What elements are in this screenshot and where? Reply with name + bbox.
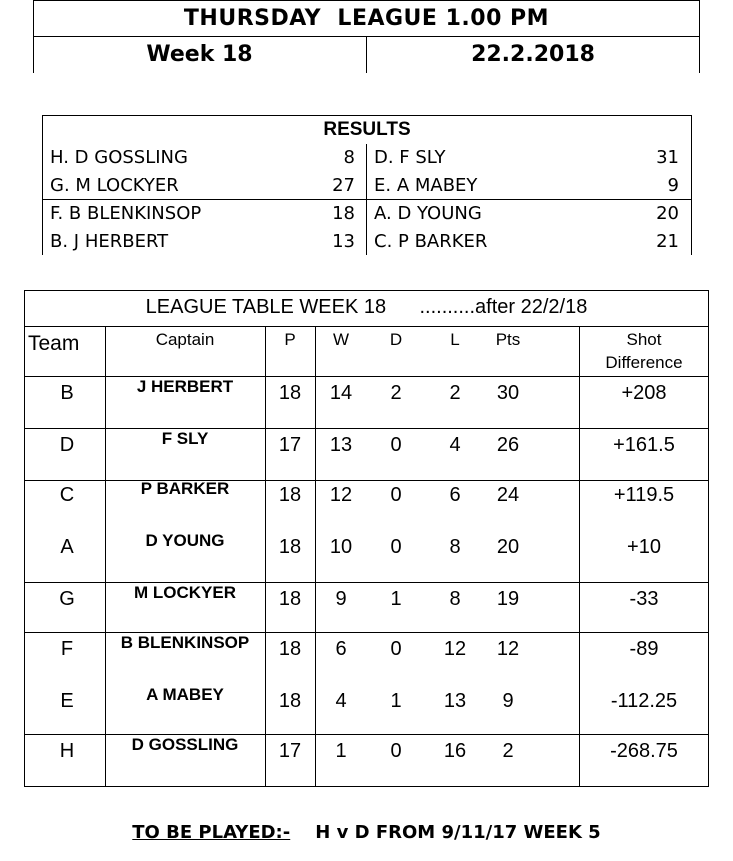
table-cell-captain: J HERBERT — [136, 377, 234, 396]
table-cell-l: 8 — [449, 588, 461, 610]
table-cell-w: 13 — [329, 434, 353, 456]
result-away-score: 31 — [656, 147, 679, 168]
table-cell-l: 16 — [443, 740, 467, 762]
table-cell-captain: P BARKER — [140, 479, 230, 498]
table-cell-d: 0 — [390, 434, 402, 456]
header-shot-line2: Difference — [605, 353, 683, 372]
table-cell-w: 9 — [335, 588, 347, 610]
result-home-team: F. B BLENKINSOP — [50, 203, 202, 224]
table-cell-shot: -33 — [629, 588, 659, 610]
table-cell-shot: +161.5 — [613, 434, 675, 456]
table-cell-pts: 9 — [502, 690, 514, 712]
results-box — [42, 115, 692, 255]
header-box — [33, 0, 700, 73]
result-away-score: 20 — [656, 203, 679, 224]
table-cell-pts: 24 — [496, 484, 520, 506]
header-shot-line1: Shot — [626, 330, 662, 349]
header-top-border — [33, 0, 700, 1]
table-cell-shot: +208 — [621, 382, 667, 404]
table-cell-p: 18 — [278, 484, 302, 506]
header-team: Team — [28, 332, 80, 355]
table-cell-p: 18 — [278, 638, 302, 660]
table-cell-p: 18 — [278, 382, 302, 404]
table-cell-p: 18 — [278, 690, 302, 712]
header-won: W — [332, 330, 350, 349]
table-cell-team: G — [59, 588, 75, 610]
header-lost: L — [450, 330, 460, 349]
result-home-team: H. D GOSSLING — [50, 147, 188, 168]
table-border-top — [24, 290, 709, 291]
header-points: Pts — [495, 330, 521, 349]
table-cell-captain: A MABEY — [146, 685, 224, 704]
table-cell-p: 18 — [278, 588, 302, 610]
table-cell-pts: 2 — [502, 740, 514, 762]
results-title: RESULTS — [323, 119, 411, 140]
result-home-score: 27 — [332, 175, 355, 196]
result-away-team: E. A MABEY — [374, 175, 478, 196]
table-cell-team: B — [60, 382, 74, 404]
table-cell-w: 1 — [335, 740, 347, 762]
table-cell-shot: -268.75 — [610, 740, 678, 762]
result-away-score: 9 — [667, 175, 679, 196]
table-cell-shot: -112.25 — [610, 690, 678, 712]
results-row-divider — [42, 199, 692, 200]
table-cell-d: 0 — [390, 638, 402, 660]
header-drawn: D — [389, 330, 403, 349]
league-table-title: LEAGUE TABLE WEEK 18 ..........after 22/2/18 — [145, 296, 588, 318]
header-captain: Captain — [155, 330, 215, 349]
table-cell-d: 0 — [390, 484, 402, 506]
table-cell-shot: +10 — [627, 536, 661, 558]
result-away-team: D. F SLY — [374, 147, 446, 168]
table-cell-captain: D GOSSLING — [131, 735, 239, 754]
result-away-team: A. D YOUNG — [374, 203, 482, 224]
result-home-score: 18 — [332, 203, 355, 224]
table-cell-captain: F SLY — [161, 429, 209, 448]
table-cell-p: 18 — [278, 536, 302, 558]
table-cell-pts: 30 — [496, 382, 520, 404]
table-cell-pts: 12 — [496, 638, 520, 660]
table-cell-l: 6 — [449, 484, 461, 506]
table-cell-team: A — [60, 536, 74, 558]
to-be-played-note — [0, 822, 733, 843]
table-cell-l: 13 — [443, 690, 467, 712]
table-cell-w: 14 — [329, 382, 353, 404]
table-cell-l: 4 — [449, 434, 461, 456]
table-cell-shot: -89 — [629, 638, 659, 660]
result-away-score: 21 — [656, 231, 679, 252]
table-cell-l: 8 — [449, 536, 461, 558]
table-cell-team: H — [59, 740, 75, 762]
table-cell-team: F — [60, 638, 74, 660]
table-col-divider — [315, 326, 316, 787]
table-cell-l: 2 — [449, 382, 461, 404]
table-cell-d: 0 — [390, 536, 402, 558]
table-cell-l: 12 — [443, 638, 467, 660]
result-home-score: 8 — [343, 147, 355, 168]
date-label: 22.2.2018 — [471, 42, 595, 67]
result-home-score: 13 — [332, 231, 355, 252]
table-cell-p: 17 — [278, 434, 302, 456]
table-cell-p: 17 — [278, 740, 302, 762]
to-be-played-label: TO BE PLAYED:- — [132, 822, 291, 843]
table-cell-captain: B BLENKINSOP — [120, 633, 250, 652]
result-home-team: B. J HERBERT — [50, 231, 169, 252]
table-cell-captain: D YOUNG — [145, 531, 225, 550]
table-cell-w: 6 — [335, 638, 347, 660]
table-cell-w: 4 — [335, 690, 347, 712]
week-label: Week 18 — [146, 42, 253, 67]
league-table — [24, 290, 709, 787]
table-cell-d: 0 — [390, 740, 402, 762]
league-title: THURSDAY LEAGUE 1.00 PM — [183, 6, 550, 31]
table-cell-pts: 19 — [496, 588, 520, 610]
table-cell-d: 1 — [390, 588, 402, 610]
result-away-team: C. P BARKER — [374, 231, 488, 252]
header-played: P — [284, 330, 296, 349]
table-cell-team: E — [60, 690, 74, 712]
table-border-left — [24, 290, 25, 787]
table-border-bottom — [24, 786, 709, 787]
to-be-played-text: H v D FROM 9/11/17 WEEK 5 — [290, 822, 601, 843]
table-cell-d: 1 — [390, 690, 402, 712]
table-cell-w: 10 — [329, 536, 353, 558]
table-cell-shot: +119.5 — [613, 484, 675, 506]
results-top-border — [42, 115, 692, 116]
table-cell-team: D — [59, 434, 75, 456]
table-title-divider — [24, 326, 709, 327]
table-cell-captain: M LOCKYER — [134, 583, 236, 602]
table-cell-pts: 20 — [496, 536, 520, 558]
table-cell-team: C — [59, 484, 75, 506]
table-cell-d: 2 — [390, 382, 402, 404]
table-cell-w: 12 — [329, 484, 353, 506]
result-home-team: G. M LOCKYER — [50, 175, 179, 196]
table-cell-pts: 26 — [496, 434, 520, 456]
